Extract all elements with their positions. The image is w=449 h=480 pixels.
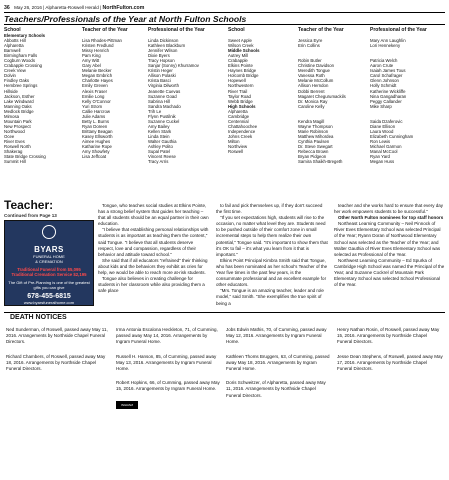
school-name: Centennial [228,118,249,124]
continued-label: Continued from Page 13 [4,213,57,218]
teacher-name: Kasey Ellsworth [82,133,113,139]
professional-name: Flynn Pustilnik [148,113,176,119]
school-name: Wilson Creek [228,43,254,49]
teacher-name: Cynthia Paulsen [298,138,330,144]
professional-name: Jennifer Wilson [148,48,178,54]
school-name: Independence [228,128,256,134]
death-notice: Russell H. Hanson, 85, of Cumming, passed away May 13, 2016. Arrangements by Ingram Funeral Home. [116,353,217,372]
school-name: Hillside [4,88,18,94]
professional-name: Elizabeth Cunningham [370,133,414,139]
professional-name: Diane Ellison [370,123,396,129]
section-header: Elementary Schools [4,33,46,38]
teacher-name: Amy Witt [82,58,100,64]
publication-name: Alpharetta-Roswell Herald [45,5,99,10]
professional-name: Allison Polaski [148,73,176,79]
school-name: Chattahoochee [228,123,258,129]
school-name: Elkins Pointe [228,63,253,69]
professional-name: Sabrina Hill [148,98,170,104]
professional-name: Virginia Dilworth [148,83,179,89]
article-column-3 [334,203,445,288]
professional-name: Trih Le [148,108,162,114]
article-paragraph: Northwest Learning Community – Ed Spurka of Cambridge High School was named the Principal of the Year; and Suzanne Cockrel of Mountain Park Elementary School was selected School Professional of the Year. [334,257,445,288]
article-paragraph: Tongue, who teaches social studies at Elkins Pointe, has a strong belief system that guides her teaching – that all students should be an equal partner in their own education. [98,203,209,227]
school-name: Northwestern [228,83,254,89]
ad-subtitle: FUNERAL HOME [33,254,65,259]
school-name: Mountain Park [4,118,32,124]
school-name: Crabapple Crossing [4,63,42,69]
school-name: Hopewell [228,78,246,84]
professional-name: Tracy Hopson [148,58,175,64]
professional-name: Laura Wood [370,128,394,134]
professional-name: Manal McCool [370,149,398,155]
ad-body: The Gift of Pre-Planning is one of the greatest gifts you can give [8,280,90,291]
notices-column-2 [116,327,221,423]
professional-name: Carol Schafrager [370,73,403,79]
teacher-name: Dobbi Berrent [298,88,325,94]
school-name: Abbotts Hill [4,38,26,44]
professional-name: Tracy Arris [148,159,169,165]
site-link[interactable]: NorthFulton.com [102,5,145,11]
school-name: Taylor Road [228,93,251,99]
professional-name: Sanjar (Sonny) Khurramov [148,63,199,69]
professional-name: Suzanne Cuckel [148,118,180,124]
article-column-2 [216,203,328,307]
school-name: River Eves [4,138,25,144]
teacher-column-1 [82,27,157,159]
school-column-2 [228,27,298,154]
teacher-name: Amy Showfety [82,149,110,155]
article-paragraph: "I believe that establishing personal relationships with students is as important as teaching them the content," said Tongue. "I believe that all students deserve respect, love and compassion, regardless of their behavior and attitude toward school." [98,227,209,257]
professional-name: Michael Garmon [370,144,402,150]
professional-name: Supal Patel [148,149,170,155]
teacher-name: Matthew Mihordea [298,133,334,139]
professional-name: Jeanette Cuevas [148,88,181,94]
teacher-name: Jessica Eyre [298,38,323,44]
article-paragraph: "If you set expectations high, students will rise to the occasion, no matter what level they are. Students need to be pushed outside of their comfort zone in small incremental steps to help them realize their own potential," Tongue said. "It's important to show them that it's OK to fail – it's what you learn from it that is important." [216,215,328,257]
page-header: 36 May 26, 2016 | Alpharetta-Roswell Herald | NorthFulton.com [4,3,445,13]
teacher-name: Lisa Jeffcoat [82,154,107,160]
article-paragraph: Elkins Point Principal Kimbra Smith said that Tongue, who has been nominated as her school's Teacher of the Year five times in the past few years, is the consummate professional and an excellent example for other educators. [216,257,328,288]
article-paragraph: Other North Fulton nominees for top staff honors [338,215,444,221]
school-name: Northview [228,144,248,150]
ad-brand: BYARS [34,245,64,254]
professional-name: Saida Dzaferovic [370,118,403,124]
article-paragraph: "Mrs. Tongue is an amazing teacher, leader and role model," said Smith. "She exemplifies the true spirit of being a [216,288,324,306]
teacher-name: Marie Robinson [298,128,329,134]
notices-column-3 [226,327,331,407]
professional-name: Patricia Welch [370,58,398,64]
school-column-1 [4,27,74,164]
professional-name: Ron Lewis [370,138,391,144]
article-paragraph: Tongue also believes in creating challenge for students in her classroom while also providing them a safe place [98,276,205,294]
ad-website[interactable]: www.byarsfuneralhome.com [23,300,75,306]
section-header: High Schools [228,103,256,109]
honors-table [4,27,445,193]
teacher-name: Emily Greven [82,83,108,89]
school-name: Barnwell [4,48,21,54]
school-name: Autrey Mill [228,53,249,59]
professional-name: Kristin Heger [148,68,173,74]
professional-name: Amy Bailey [148,123,170,129]
professional-name: Megan Huss [370,159,395,165]
teacher-name: Wayne Thompson [298,123,333,129]
school-name: Manning Oaks [4,103,32,109]
professional-name: Peggy Callander [370,98,402,104]
professional-column-2 [370,27,445,164]
school-name: Dolvin [4,73,16,79]
school-name: Lake Windward [4,98,34,104]
school-name: River Trail [228,88,248,94]
school-name: Findley Oaks [4,78,30,84]
teacher-name: Aimee Hughes [82,138,111,144]
issue-date: May 26, 2016 [14,5,42,10]
teacher-name: Megan Embrich [82,73,113,79]
professional-name: Kellen Stark [148,128,172,134]
teacher-name: Dr. Monica Ray [298,98,328,104]
teacher-name: Kendra Magill [298,118,325,124]
school-name: Alpharetta [228,108,248,114]
death-notice: Robert Hopkins, 66, of Cumming, passed away May 15, 2016. Arrangements by Ingram Funeral Home. [116,380,220,392]
death-notice: Henry Nathan Rosin, of Roswell, passed away May 15, 2016. Arrangements by Northside Chapel Funeral Directors. [337,327,440,345]
column-header: School [228,27,245,33]
school-name: Birmingham Falls [4,53,38,59]
article-paragraph: She said that if all educators "refrained" their thinking about kids and the behaviors they exhibit as cries for help, we would be able to reach more at-risk students. [98,257,208,276]
teacher-name: Katharine Rope [82,144,112,150]
school-name: Medlock Bridge [4,108,34,114]
school-name: Sweet Apple [228,38,252,44]
teacher-name: Alexis Fraser [82,88,108,94]
article-paragraph: Northeast Learning Community – Neil Pinnock of River Eves Elementary School was selected Principal of the Year; Ryann Doran of Northwood Elementary School was selected as the Teacher of the Year; and Walter Gauthia of River Eves Elementary School was selected as Professional of the Year. [334,221,441,257]
notices-column-4 [337,327,443,380]
teacher-name: Emilie Long [82,93,105,99]
school-name: Jackson, Esther [4,93,35,99]
teacher-name: Callie Harcrow [82,108,110,114]
professional-name: Linda Stein [148,133,170,139]
professional-name: Katherine Wickliffe [370,88,406,94]
teacher-name: Kelly O'Connor [82,98,111,104]
death-notices-title: DEATH NOTICES [10,313,71,323]
professional-name: Dixie Byers [148,53,170,59]
column-header: Professional of the Year [148,27,205,33]
death-notice: Doris Schweitzer, of Alpharetta, passed away May 11, 2016. Arrangements by Northside Chapel Funeral Directors. [226,380,326,398]
death-notice: Kathleen Thoms Bruggers, 63, of Cumming, passed away May 18, 2016. Arrangements by Ingram Funeral Home. [226,353,330,372]
professional-name: Sandra Machado [148,103,181,109]
school-name: Webb Bridge [228,98,253,104]
teacher-name: Caroline Kelly [298,103,325,109]
professional-name: Ashley Polito [148,144,173,150]
school-name: Hembree Springs [4,83,38,89]
page-number: 36 [4,5,10,11]
column-header: Professional of the Year [370,27,427,33]
professional-name: Holly Schmidt [370,83,397,89]
article-paragraph: to fail and pick themselves up, if they don't succeed the first time. [216,203,323,215]
ad-subtitle-2: & CREMATION [35,259,63,264]
professional-name: Kathleen Blackburn [148,43,186,49]
column-header: School [4,27,21,33]
school-name: Creek View [4,68,26,74]
professional-name: Suzanne Goad [148,93,177,99]
teacher-name: Melanie McCollum [298,78,334,84]
school-name: Roswell [228,149,244,155]
professional-name: Isaiah James Tous [370,68,406,74]
section-header: Middle Schools [228,48,260,54]
teacher-name: Charlotte Hayes [82,78,113,84]
teacher-name: Kristen Fredlund [82,43,114,49]
school-name: Cambridge [228,113,250,119]
article-paragraph: teacher and she works hard to ensure that every day her work empowers students to be successful." [334,203,444,215]
death-notice: Richard Chambers, of Roswell, passed away May 18, 2016. Arrangements by Northside Chapel Funeral Directors. [6,353,106,372]
teacher-name: Julie Adams [82,113,106,119]
teacher-name: Erin Collins [298,43,320,49]
notices-column-1 [6,327,111,380]
professional-name: Mary Ann Laughlin [370,38,406,44]
teacher-name: Vanessa Roth [298,73,325,79]
teacher-column-2 [298,27,370,164]
teacher-name: Dr. Steve Swegart [298,144,333,150]
professional-column-1 [148,27,230,164]
table-title: Teachers/Professionals of the Year at North Fulton Schools [4,14,445,25]
teacher-name: Gary Abel [82,63,101,69]
school-name: Shakerag [4,149,23,155]
school-name: Mimosa [4,113,20,119]
teacher-name: Meredith Tongue [298,68,330,74]
teacher-name: Christine Davidson [298,63,335,69]
teacher-name: Magaret Chegurumackils [298,93,346,99]
teacher-name: Missy Henrich [82,48,109,54]
column-header: Teacher of the Year [298,27,344,33]
teacher-name: Robin Butler [298,58,322,64]
teacher-name: Bryan Pidgeon [298,154,327,160]
ingram-funeral-logo: INGRAM FUNERAL HOME [116,401,138,409]
school-name: Roswell North [4,144,31,150]
professional-name: Vincent Reese [148,154,176,160]
column-header: Teacher of the Year [82,27,128,33]
teacher-name: Samira Shaikh-Bregeth [298,159,343,165]
school-name: Cogburn Woods [4,58,35,64]
school-name: Milton [228,138,240,144]
byars-funeral-ad[interactable] [4,220,94,306]
death-notices-section [4,312,445,477]
school-name: Haynes Bridge [228,68,257,74]
school-name: Ocee [4,133,15,139]
professional-name: Nina Gangadharan [370,93,407,99]
teacher-name: Betty L. Burns [82,118,109,124]
teacher-name: Rebecca Brown [298,149,329,155]
death-notice: Ned Sunderman, of Roswell, passed away May 11, 2016. Arrangements by Northside Chapel Funeral Directors. [6,327,108,345]
school-name: Summit Hill [4,159,26,165]
school-name: Holcomb Bridge [228,73,259,79]
teacher-name: Melanie Becker [82,68,112,74]
teacher-name: Brittany Beagan [82,128,113,134]
teacher-name: Ryan Doreen [82,123,108,129]
teacher-name: Yuri Strom [82,103,103,109]
article-heading: Teacher: [4,198,54,212]
school-name: New Prospect [4,123,31,129]
professional-name: Walter Gauthia [148,138,177,144]
professional-name: Aaron Crute [370,63,394,69]
professional-name: Ryan Yard [370,154,390,160]
professional-name: Glenn Johnson [370,78,399,84]
teacher-name: Pam King [82,53,101,59]
school-name: Alpharetta [4,43,24,49]
professional-name: Lori Hennekeny [370,43,401,49]
teacher-name: Lisa Rhodes-Pittman [82,38,122,44]
teacher-name: Allison Herndon [298,83,329,89]
death-notice: Irma Antonia Escalona Heckleton, 71, of Cumming, passed away May 14, 2016. Arrangements by Ingram Funeral Home. [116,327,218,345]
ad-phone[interactable]: 678-455-6815 [27,293,71,301]
professional-name: Linda Dickinson [148,38,179,44]
school-name: Johns Creek [228,133,253,139]
school-name: Northwood [4,128,25,134]
professional-name: Mike Sharp [370,103,392,109]
school-name: Crabapple [228,58,248,64]
article-column-1 [98,203,210,294]
ad-pricing: Traditional Funeral from $5,095 Traditional Cremation Service $2,195 [11,267,87,278]
school-name: State Bridge Crossing [4,154,46,160]
professional-name: Krista Basci [148,78,171,84]
funeral-home-logo-icon [42,225,56,239]
death-notice: Jobs Edwin Mathis, 70, of Cumming, passed away May 12, 2016. Arrangements by Ingram Funeral Home. [226,327,327,345]
death-notice: Jesse Dean Stephens, of Roswell, passed away May 17, 2016. Arrangements by Northside Chapel Funeral Directors. [337,353,443,372]
